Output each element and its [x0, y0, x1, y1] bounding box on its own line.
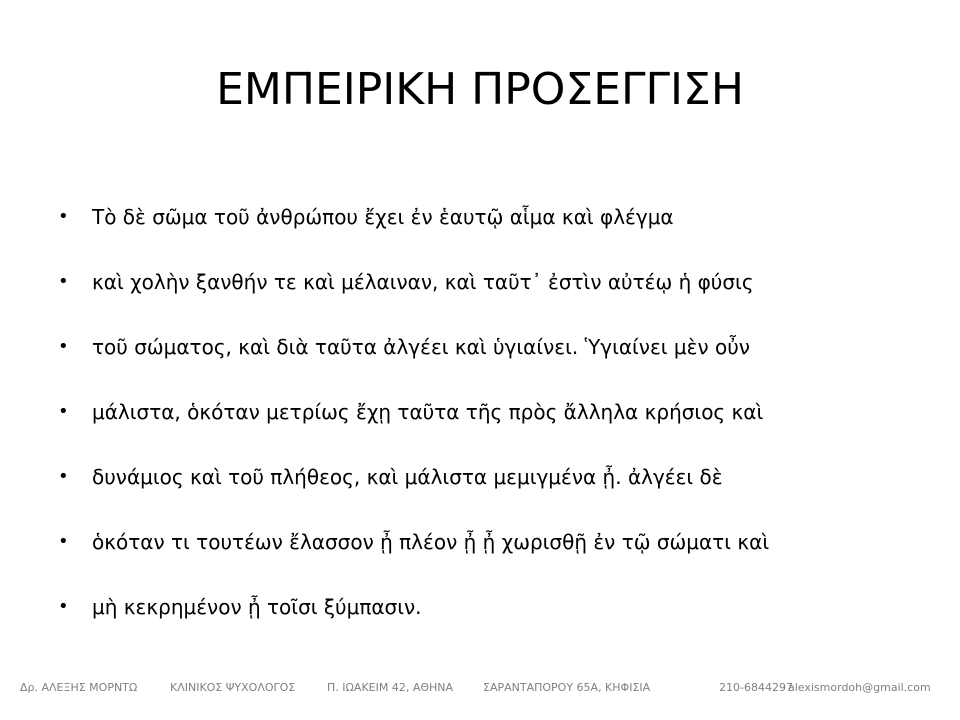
bullet-list — [58, 195, 918, 650]
footer-name: Δρ. ΑΛΕΞΗΣ ΜΟΡΝΤΩ — [20, 681, 138, 694]
bullet-icon: • — [58, 531, 69, 552]
bullet-icon: • — [58, 596, 69, 617]
bullet-item — [58, 585, 918, 650]
footer-address-athens: Π. ΙΩΑΚΕΙΜ 42, ΑΘΗΝΑ — [327, 681, 454, 694]
bullet-icon: • — [58, 336, 69, 357]
footer-address-kifisia: ΣΑΡΑΝΤΑΠΟΡΟΥ 65Α, ΚΗΦΙΣΙΑ — [483, 681, 651, 694]
footer-profession: ΚΛΙΝΙΚΟΣ ΨΥΧΟΛΟΓΟΣ — [170, 681, 296, 694]
bullet-item — [58, 390, 918, 455]
bullet-icon: • — [58, 206, 69, 227]
bullet-item — [58, 520, 918, 585]
bullet-item — [58, 195, 918, 260]
bullet-text: μὴ κεκρημένον ᾖ τοῖσι ξύμπασιν. — [92, 595, 422, 619]
bullet-text: ὁκόταν τι τουτέων ἔλασσον ᾖ πλέον ᾖ ᾖ χωρισθῇ ἐν τῷ σώματι καὶ — [92, 530, 770, 554]
footer-email: alexismordoh@gmail.com — [788, 681, 931, 694]
bullet-icon: • — [58, 271, 69, 292]
slide-title: ΕΜΠΕΙΡΙΚΗ ΠΡΟΣΕΓΓΙΣΗ — [216, 64, 744, 115]
bullet-item — [58, 325, 918, 390]
footer-phone: 210-6844297 — [719, 681, 793, 694]
bullet-text: μάλιστα, ὁκόταν μετρίως ἔχῃ ταῦτα τῆς πρὸς ἄλληλα κρήσιος καὶ — [92, 400, 764, 424]
bullet-text: δυνάμιος καὶ τοῦ πλήθεος, καὶ μάλιστα μεμιγμένα ᾖ. ἀλγέει δὲ — [92, 465, 723, 489]
slide-footer — [0, 678, 960, 698]
bullet-icon: • — [58, 401, 69, 422]
bullet-item — [58, 455, 918, 520]
bullet-item — [58, 260, 918, 325]
bullet-text: Τὸ δὲ σῶμα τοῦ ἀνθρώπου ἔχει ἐν ἑαυτῷ αἷμα καὶ φλέγμα — [92, 205, 674, 229]
bullet-text: καὶ χολὴν ξανθήν τε καὶ μέλαιναν, καὶ ταῦτ᾽ ἐστὶν αὐτέῳ ἡ φύσις — [92, 270, 754, 294]
bullet-icon: • — [58, 466, 69, 487]
bullet-text: τοῦ σώματος, καὶ διὰ ταῦτα ἀλγέει καὶ ὑγιαίνει. Ὑγιαίνει μὲν οὖν — [92, 335, 750, 359]
